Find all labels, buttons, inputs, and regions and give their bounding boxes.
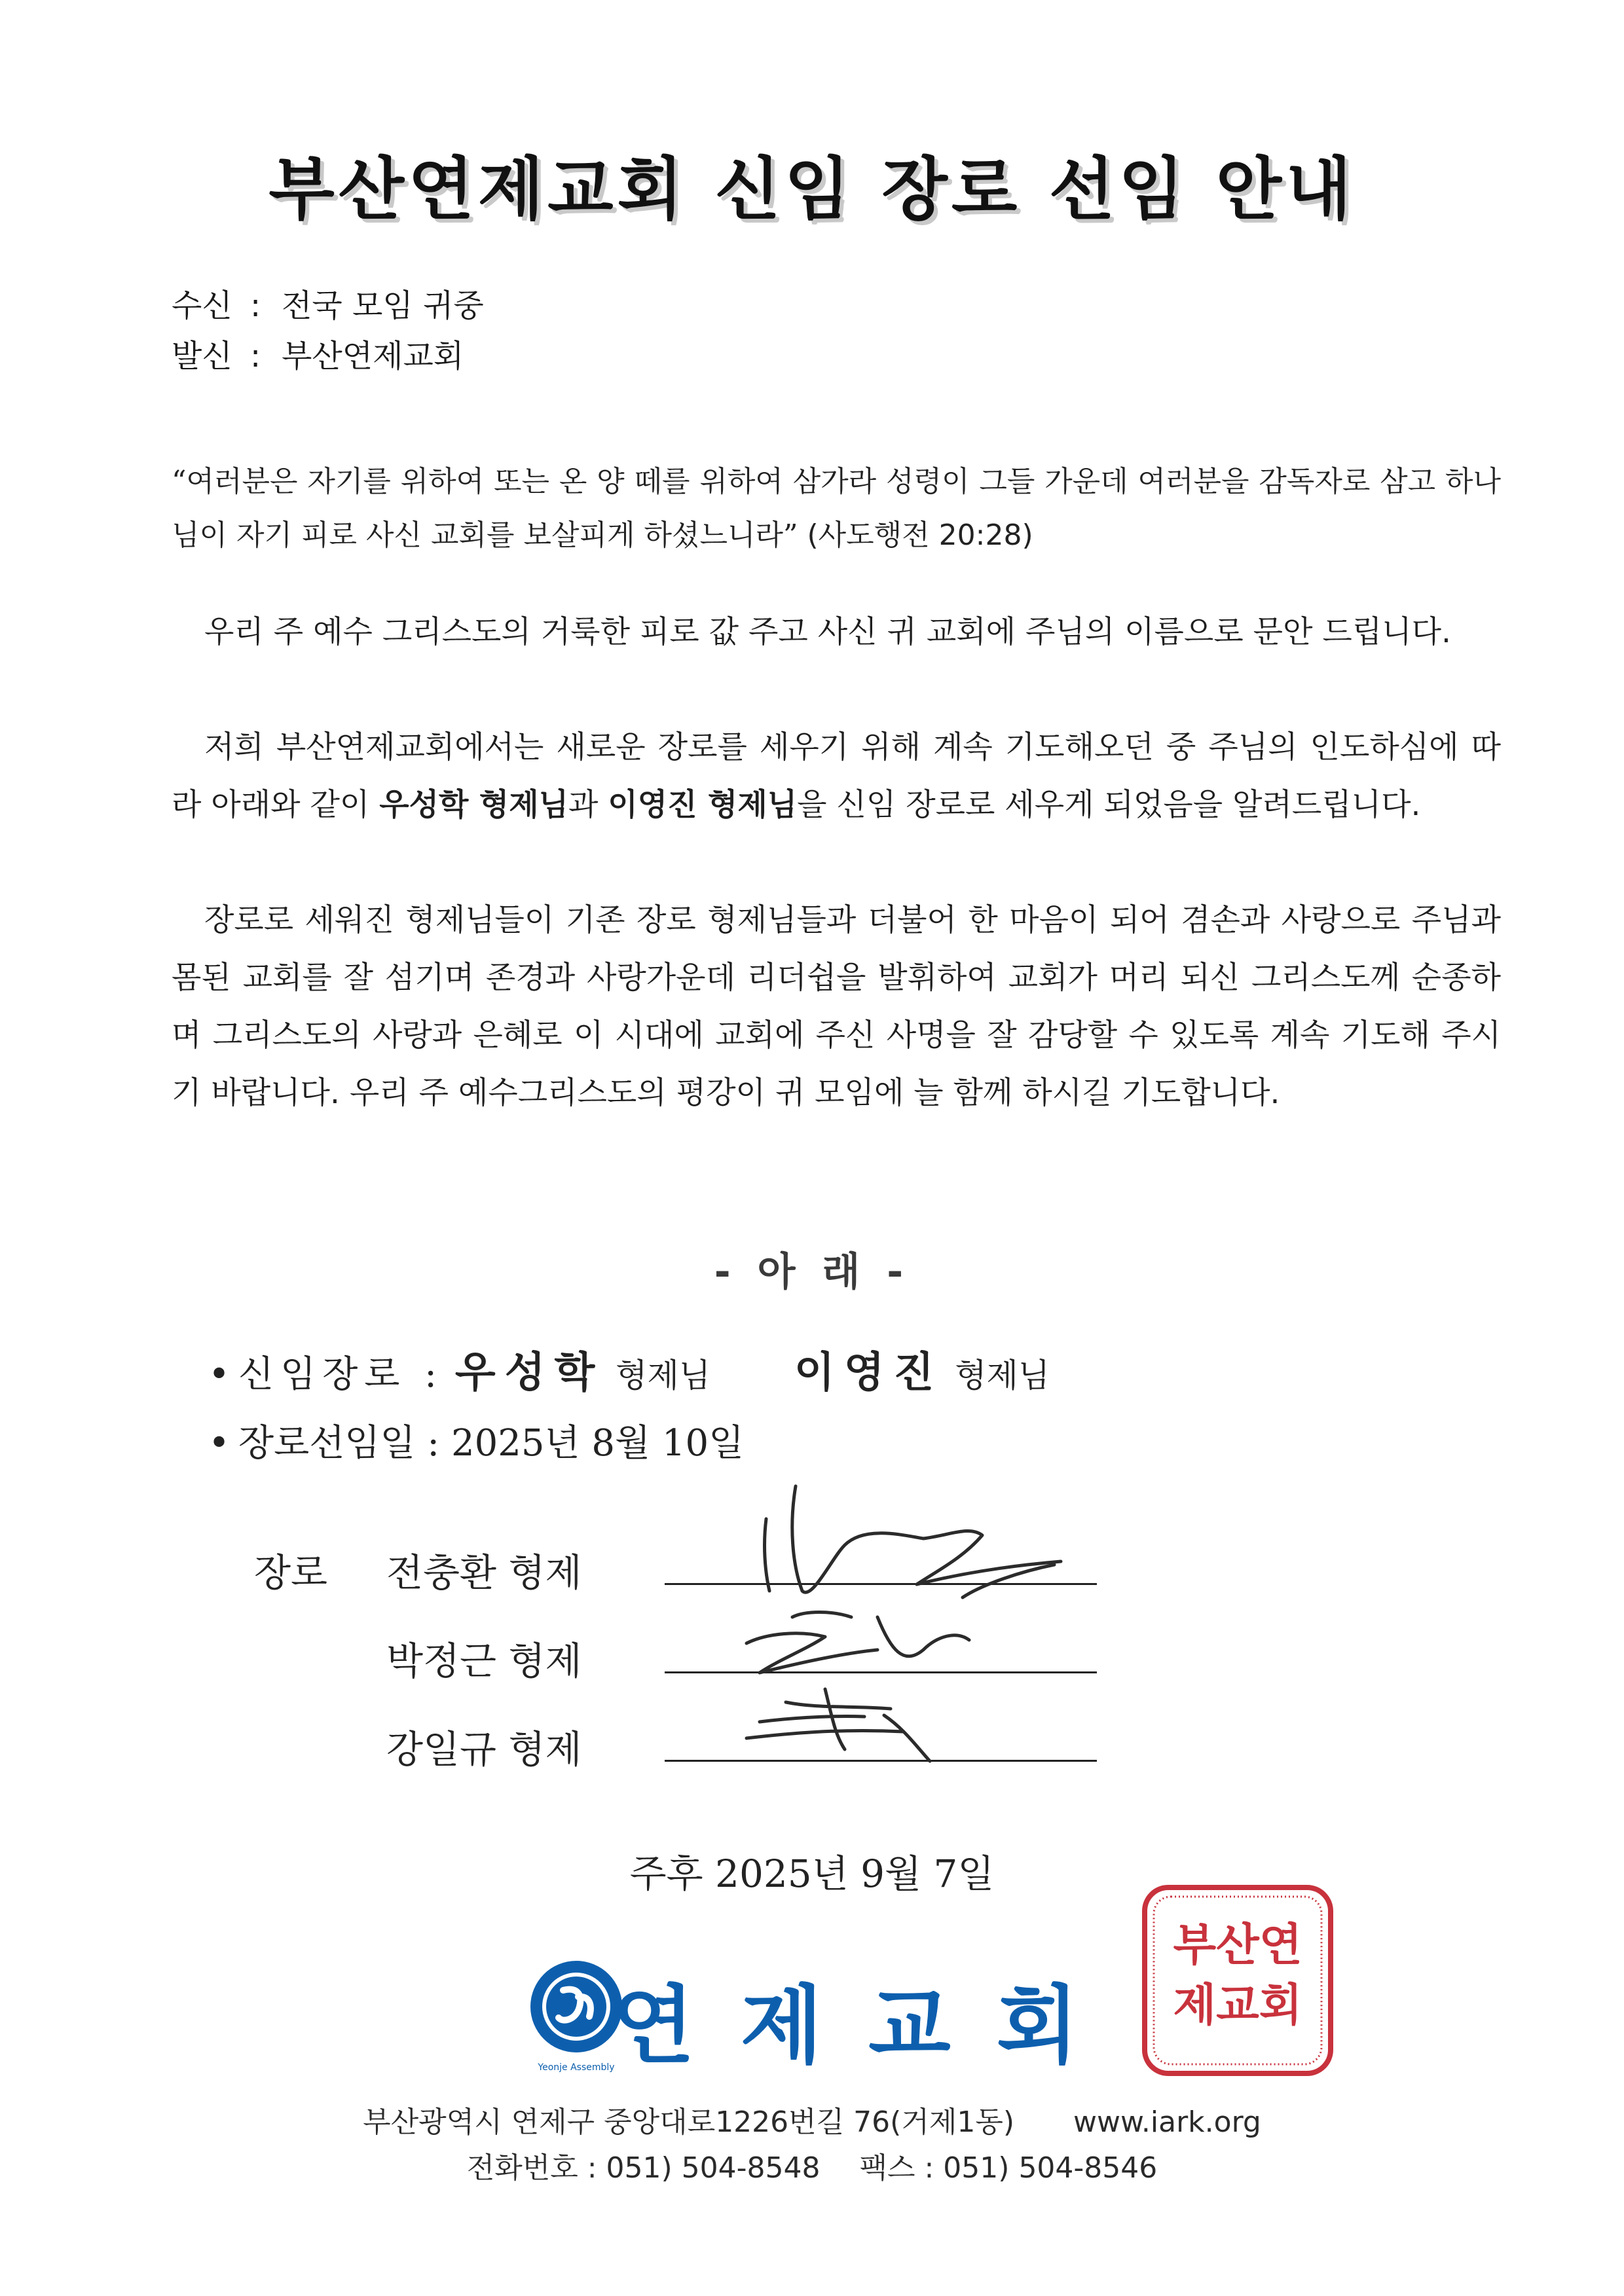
appointment-date-value: 2025년 8월 10일 (451, 1422, 745, 1465)
body-paragraph-1: 우리 주 예수 그리스도의 거룩한 피로 값 주고 사신 귀 교회에 주님의 이름으로 문안 드립니다. (204, 614, 1451, 650)
signatory-3: 강일규 형제 (386, 1727, 582, 1772)
sender-value: 부산연제교회 (282, 338, 464, 374)
signatory-1: 전충환 형제 (386, 1550, 582, 1595)
footer-website[interactable]: www.iark.org (1073, 2105, 1261, 2139)
scripture-reference: (사도행전 20:28) (807, 519, 1033, 552)
footer-address: 부산광역시 연제구 중앙대로1226번길 76(거제1동) (363, 2105, 1014, 2139)
new-elder-1-name: 우성학 (454, 1349, 604, 1397)
appointment-date-item: • 장로선임일 : 2025년 8월 10일 (208, 1422, 745, 1465)
recipient-line: 수신 : 전국 모임 귀중 (172, 280, 484, 325)
signature-3 (747, 1689, 930, 1761)
footer-address-line (0, 2098, 1624, 2140)
elder-name-2: 이영진 형제님 (608, 787, 798, 823)
recipient-value: 전국 모임 귀중 (282, 287, 484, 324)
church-seal-text: 부산연제교회 (1173, 1919, 1302, 2032)
signatory-role: 장로 (254, 1550, 328, 1595)
body-paragraph-2: 저희 부산연제교회에서는 새로운 장로를 세우기 위해 계속 기도해오던 중 주님의 인도하심에 따라 아래와 같이 우성학 형제님과 이영진 형제님을 신임 장로로 세우게 되었음을 알려드립니다. (172, 729, 1501, 823)
church-name: 연제교회 (612, 1975, 1125, 2075)
footer-contact-line (0, 2144, 1624, 2186)
church-logo-text: Yeonje Assembly (538, 2062, 615, 2073)
scripture-text: “여러분은 자기를 위하여 또는 온 양 떼를 위하여 삼가라 성령이 그들 가운데 여러분을 감독자로 삼고 하나님이 자기 피로 사신 교회를 보살피게 하셨느니라” (172, 465, 1501, 552)
new-elder-2-name: 이영진 (794, 1349, 944, 1397)
new-elders-item: • 신임장로 : 우성학 형제님 이영진 형제님 (208, 1349, 1050, 1397)
issue-date: 주후 2025년 9월 7일 (629, 1851, 995, 1896)
footer-fax: 팩스 : 051) 504-8546 (859, 2151, 1158, 2185)
elder-name-1: 우성학 형제님 (379, 787, 569, 823)
signatory-2: 박정근 형제 (386, 1639, 582, 1683)
new-elders-label: 신임장로 : (238, 1353, 444, 1396)
body-paragraph-3: 장로로 세워진 형제님들이 기존 장로 형제님들과 더불어 한 마음이 되어 겸손과 사랑으로 주님과 몸된 교회를 잘 섬기며 존경과 사랑가운데 리더쉽을 발휘하여 교회가 머리 되신 그리스도께 순종하며 그리스도의 사랑과 은혜로 이 시대에 교회에 주신 사명을 잘 감당할 수 있도록 계속 기도해 주시기 바랍니다. 우리 주 예수그리스도의 평강이 귀 모임에 늘 함께 하시길 기도합니다. (172, 902, 1501, 1111)
signature-1 (765, 1486, 1061, 1592)
appointment-date-label: 장로선임일 : (238, 1422, 440, 1465)
church-logo (527, 1958, 625, 2056)
sender-line: 발신 : 부산연제교회 (172, 331, 464, 376)
footer-phone: 전화번호 : 051) 504-8548 (466, 2151, 821, 2185)
sender-label: 발신 (172, 338, 232, 374)
document-title: 부산연제교회 신임 장로 선임 안내 (268, 149, 1356, 229)
signature-2 (747, 1565, 1054, 1673)
recipient-label: 수신 (172, 287, 232, 324)
section-title: - 아 래 - (714, 1249, 910, 1295)
